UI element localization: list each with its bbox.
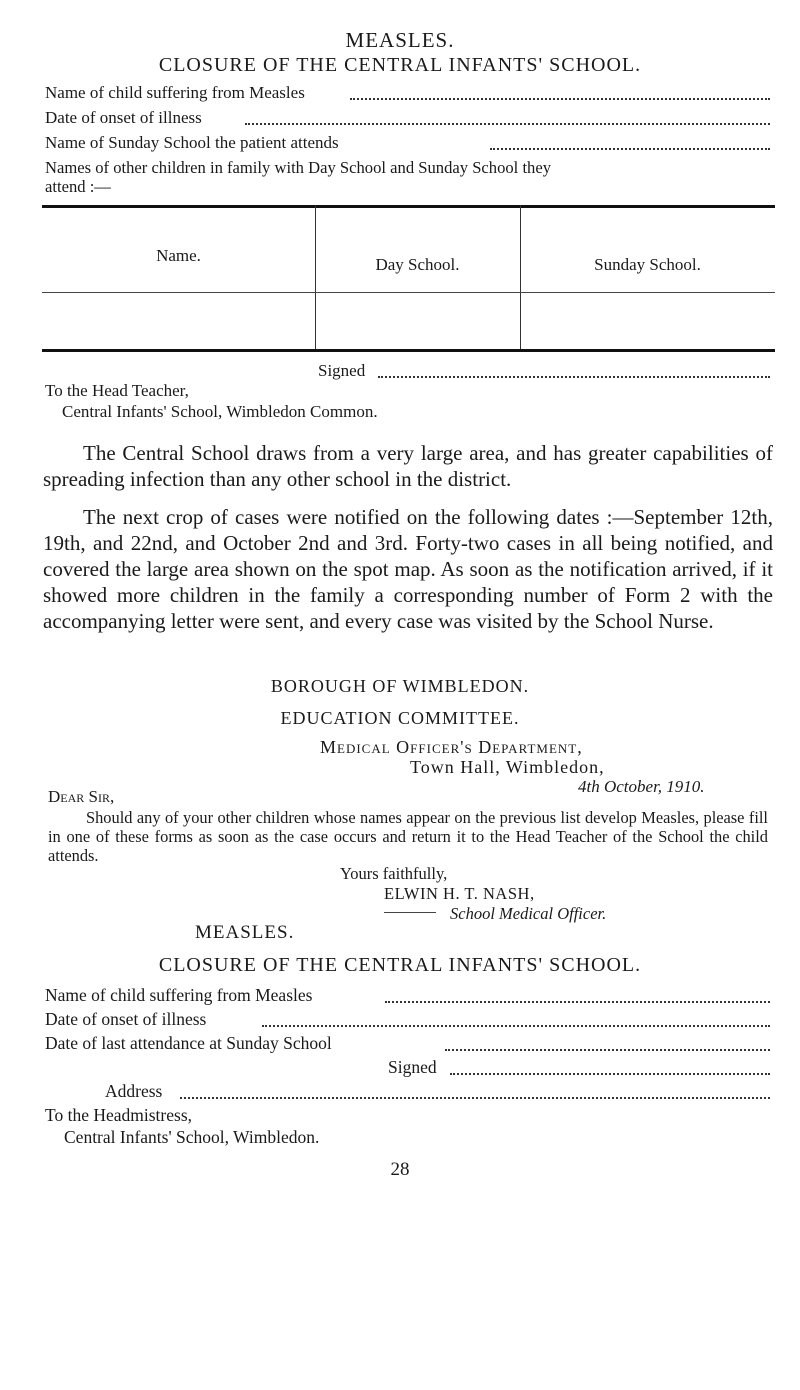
form1-field-sunday-blank[interactable]: [490, 148, 770, 150]
form1-title: CLOSURE OF THE CENTRAL INFANTS' SCHOOL.: [158, 54, 642, 76]
form1-signed-blank[interactable]: [378, 376, 770, 378]
letter-dash: [384, 912, 436, 913]
form1-heading: MEASLES.: [345, 28, 455, 52]
form2-address-label: Address: [105, 1081, 163, 1101]
form2-field-last-attendance: Date of last attendance at Sunday School: [45, 1033, 332, 1053]
form2-signed-label: Signed: [388, 1057, 437, 1077]
letter-closing: Yours faithfully,: [340, 864, 448, 883]
form1-to-line2: Central Infants' School, Wimbledon Common.: [62, 402, 378, 421]
form1-field-onset: Date of onset of illness: [45, 108, 202, 127]
letter-address-line1: Medical Officer's Department,: [320, 737, 583, 757]
form1-other-children-line2: attend :—: [45, 177, 111, 196]
letter-signatory-title: School Medical Officer.: [450, 904, 607, 923]
form1-field-onset-blank[interactable]: [245, 123, 770, 125]
form1-signed-label: Signed: [318, 361, 366, 380]
form2-field-name-blank[interactable]: [385, 1001, 770, 1003]
letter-salutation: Dear Sir,: [48, 787, 115, 806]
letter-borough: BOROUGH OF WIMBLEDON.: [270, 676, 530, 696]
form2-to-line2: Central Infants' School, Wimbledon.: [64, 1127, 320, 1147]
form2-heading: MEASLES.: [195, 922, 295, 943]
table-header-sunday-school: Sunday School.: [594, 255, 701, 274]
paragraph-cases-notified: The next crop of cases were notified on the following dates :—September 12th, 19th, and 22nd, and October 2nd and 3rd. Forty-two cases in all being notified, and covered the large area shown on the spot map. As soon as the notification arrived, if it showed more children in the family a corresponding number of Form 2 with the accompanying letter were sent, and every case was visited by the School Nurse.: [43, 505, 773, 633]
form1-other-children-line1: Names of other children in family with Day School and Sunday School they: [45, 158, 552, 177]
letter-body: Should any of your other children whose names appear on the previous list develop Measles, please fill in one of these forms as soon as the case occurs and return it to the Head Teacher of the School the child attends.: [48, 808, 768, 865]
form2-signed-blank[interactable]: [450, 1073, 770, 1075]
form1-to-line1: To the Head Teacher,: [45, 381, 189, 400]
letter-date: 4th October, 1910.: [578, 777, 705, 796]
form1-field-sunday: Name of Sunday School the patient attends: [45, 133, 339, 152]
form2-field-onset: Date of onset of illness: [45, 1009, 207, 1029]
table-header-day-school: Day School.: [375, 255, 460, 274]
letter-signatory: ELWIN H. T. NASH,: [384, 884, 535, 903]
letter-committee: EDUCATION COMMITTEE.: [280, 708, 520, 728]
form2-to-line1: To the Headmistress,: [45, 1105, 193, 1125]
form2-title: CLOSURE OF THE CENTRAL INFANTS' SCHOOL.: [158, 954, 642, 976]
letter-address-line2: Town Hall, Wimbledon,: [410, 757, 605, 777]
form2-address-blank[interactable]: [180, 1097, 770, 1099]
form2-field-last-attendance-blank[interactable]: [445, 1049, 770, 1051]
paragraph-school-capabilities: The Central School draws from a very large area, and has greater capabilities of spreading infection than any other school in the district.: [43, 441, 773, 491]
table-header-name: Name.: [156, 246, 201, 265]
form1-field-name: Name of child suffering from Measles: [45, 83, 305, 102]
form1-field-name-blank[interactable]: [350, 98, 770, 100]
form2-field-name: Name of child suffering from Measles: [45, 985, 313, 1005]
form2-field-onset-blank[interactable]: [262, 1025, 770, 1027]
page-number: 28: [390, 1159, 410, 1180]
